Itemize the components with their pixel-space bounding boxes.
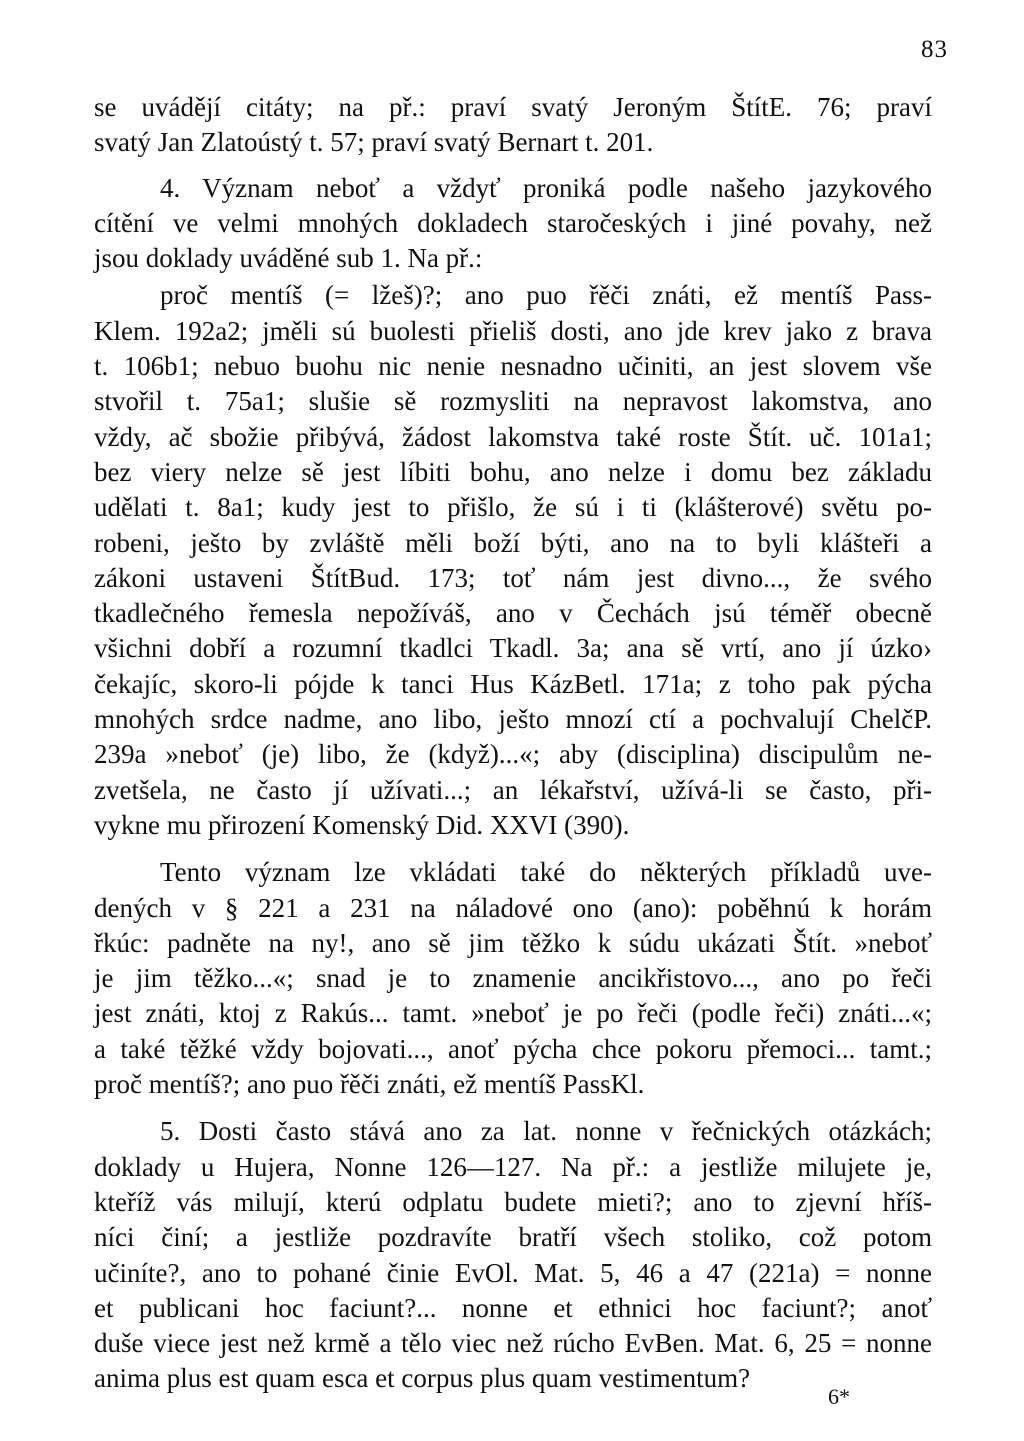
text-line: dených v § 221 a 231 na náladové ono (ano): poběhnú k horám	[94, 892, 932, 923]
paragraph	[94, 171, 932, 277]
text-line: níci činí; a jestliže pozdravíte bratří všech stoliko, což potom	[94, 1222, 932, 1253]
text-line: et publicani hoc faciunt?... nonne et ethnici hoc faciunt?; anoť	[94, 1292, 932, 1323]
text-line: svatý Jan Zlatoústý t. 57; praví svatý Bernart t. 201.	[94, 127, 654, 158]
paragraph	[94, 1114, 932, 1396]
text-line: tkadlečného řemesla nepožíváš, ano v Čechách jsú téměř obecně	[94, 598, 932, 629]
text-line: čekajíc, skoro-li pójde k tanci Hus KázBetl. 171a; z toho pak pýcha	[94, 668, 932, 699]
text-line: proč mentíš?; ano puo řěči znáti, ež mentíš PassKl.	[94, 1069, 645, 1100]
text-line: jest znáti, ktoj z Rakús... tamt. »neboť je po řeči (podle řeči) znáti...«;	[94, 998, 932, 1029]
text-line: učiníte?, ano to pohané činie EvOl. Mat. 5, 46 a 47 (221a) = nonne	[94, 1257, 932, 1288]
text-line: t. 106b1; nebuo buohu nic nenie nesnadno učiniti, an jest slovem vše	[94, 351, 932, 382]
text-line: proč mentíš (= lžeš)?; ano puo řěči znáti, ež mentíš Pass-	[160, 280, 932, 311]
text-line: cítění ve velmi mnohých dokladech staročeských i jiné povahy, než	[94, 207, 932, 238]
text-line: vždy, ač sbožie přibývá, žádost lakomstva také roste Štít. uč. 101a1;	[94, 421, 932, 452]
text-line: řkúc: padněte na ny!, ano sě jim těžko k súdu ukázati Štít. »neboť	[94, 927, 932, 958]
text-line: bez viery nelze sě jest líbiti bohu, ano nelze i domu bez základu	[94, 456, 932, 487]
paragraph	[94, 90, 932, 161]
text-line: kteříž vás milují, kterú odplatu budete mieti?; ano to zjevní hříš-	[94, 1186, 932, 1217]
text-line: 239a »neboť (je) libo, že (když)...«; aby (disciplina) discipulům ne-	[94, 739, 932, 770]
text-line: zvetšela, ne často jí užívati...; an lékařství, užívá-li se často, při-	[94, 774, 932, 805]
text-line: Klem. 192a2; jměli sú buolesti přieliš dosti, ano jde krev jako z brava	[94, 315, 932, 346]
text-line: a také těžké vždy bojovati..., anoť pýcha chce pokoru přemoci... tamt.;	[94, 1033, 932, 1064]
page-number: 83	[921, 36, 948, 63]
text-line: stvořil t. 75a1; slušie sě rozmysliti na nepravost lakomstva, ano	[94, 386, 932, 417]
text-line: anima plus est quam esca et corpus plus quam vestimentum?	[94, 1363, 751, 1394]
text-line: Tento význam lze vkládati také do některých příkladů uve-	[160, 857, 932, 888]
paragraph	[94, 855, 932, 1102]
text-line: zákoni ustaveni ŠtítBud. 173; toť nám jest divno..., že svého	[94, 562, 932, 593]
text-line: všichni dobří a rozumní tkadlci Tkadl. 3a; ana sě vrtí, ano jí úzko›	[94, 633, 932, 664]
text-line: je jim těžko...«; snad je to znamenie ancikřistovo..., ano po řeči	[94, 963, 932, 994]
text-line: duše viece jest než krmě a tělo viec než rúcho EvBen. Mat. 6, 25 = nonne	[94, 1328, 932, 1359]
text-line: 4. Význam neboť a vždyť proniká podle našeho jazykového	[160, 172, 932, 203]
body-text	[94, 90, 932, 1397]
text-line: vykne mu přirození Komenský Did. XXVI (390).	[94, 809, 630, 840]
text-line: doklady u Hujera, Nonne 126—127. Na př.: a jestliže milujete je,	[94, 1151, 932, 1182]
text-line: mnohých srdce nadme, ano libo, ješto mnozí ctí a pochvalují ChelčP.	[94, 704, 932, 735]
text-line: udělati t. 8a1; kudy jest to přišlo, že sú i ti (klášterové) světu po-	[94, 492, 932, 523]
signature-mark: 6*	[828, 1384, 850, 1409]
text-line: 5. Dosti často stává ano za lat. nonne v řečnických otázkách;	[160, 1116, 932, 1147]
text-line: jsou doklady uváděné sub 1. Na př.:	[94, 243, 483, 274]
paragraph	[94, 278, 932, 843]
text-line: robeni, ješto by zvláště měli boží býti, ano na to byli klášteři a	[94, 527, 932, 558]
text-line: se uvádějí citáty; na př.: praví svatý Jeroným ŠtítE. 76; praví	[94, 92, 932, 122]
